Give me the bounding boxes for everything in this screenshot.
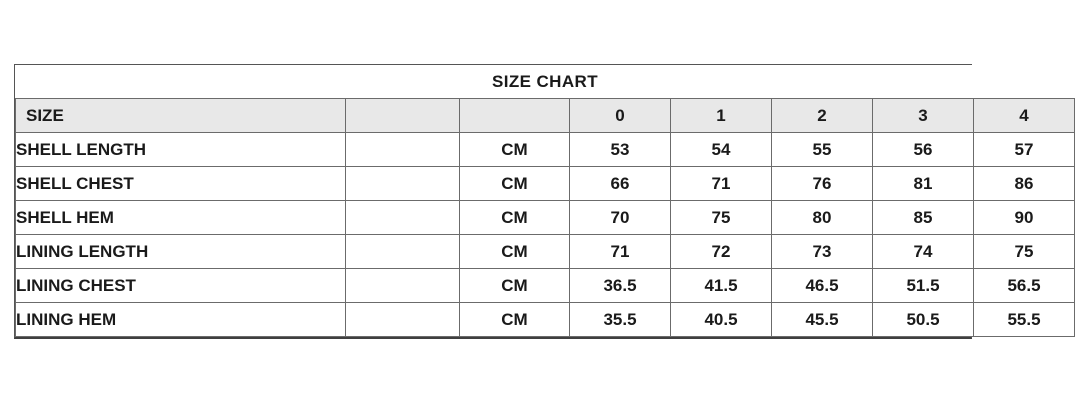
row-value: 75 (671, 201, 772, 235)
header-unit (460, 99, 570, 133)
row-label: LINING LENGTH (16, 235, 346, 269)
row-blank (346, 269, 460, 303)
row-value: 80 (772, 201, 873, 235)
row-value: 51.5 (873, 269, 974, 303)
table-row (16, 201, 1075, 235)
row-value: 81 (873, 167, 974, 201)
table-row (16, 303, 1075, 337)
size-chart-table (15, 65, 1075, 337)
row-label: LINING HEM (16, 303, 346, 337)
row-value: 41.5 (671, 269, 772, 303)
row-value: 54 (671, 133, 772, 167)
size-chart-table-container (14, 64, 1041, 339)
header-size-2: 2 (772, 99, 873, 133)
row-value: 56.5 (974, 269, 1075, 303)
row-value: 73 (772, 235, 873, 269)
row-blank (346, 133, 460, 167)
title-row (16, 65, 1075, 99)
row-blank (346, 235, 460, 269)
table-row (16, 269, 1075, 303)
row-value: 57 (974, 133, 1075, 167)
row-value: 72 (671, 235, 772, 269)
row-value: 45.5 (772, 303, 873, 337)
row-value: 35.5 (570, 303, 671, 337)
row-value: 70 (570, 201, 671, 235)
header-size-label: SIZE (16, 99, 346, 133)
table-row (16, 133, 1075, 167)
row-value: 50.5 (873, 303, 974, 337)
row-value: 40.5 (671, 303, 772, 337)
header-row (16, 99, 1075, 133)
row-value: 75 (974, 235, 1075, 269)
row-value: 36.5 (570, 269, 671, 303)
row-value: 53 (570, 133, 671, 167)
row-value: 71 (570, 235, 671, 269)
table-row (16, 235, 1075, 269)
row-blank (346, 201, 460, 235)
row-label: SHELL HEM (16, 201, 346, 235)
row-label: SHELL LENGTH (16, 133, 346, 167)
header-size-3: 3 (873, 99, 974, 133)
row-value: 55 (772, 133, 873, 167)
row-value: 85 (873, 201, 974, 235)
header-blank (346, 99, 460, 133)
header-size-0: 0 (570, 99, 671, 133)
row-value: 76 (772, 167, 873, 201)
row-value: 46.5 (772, 269, 873, 303)
row-label: SHELL CHEST (16, 167, 346, 201)
row-unit: CM (460, 269, 570, 303)
row-value: 56 (873, 133, 974, 167)
row-value: 66 (570, 167, 671, 201)
row-unit: CM (460, 303, 570, 337)
row-value: 90 (974, 201, 1075, 235)
row-value: 86 (974, 167, 1075, 201)
row-blank (346, 303, 460, 337)
row-value: 71 (671, 167, 772, 201)
row-label: LINING CHEST (16, 269, 346, 303)
page-title: SIZE CHART (16, 65, 1075, 99)
row-unit: CM (460, 235, 570, 269)
row-value: 74 (873, 235, 974, 269)
table-row (16, 167, 1075, 201)
row-blank (346, 167, 460, 201)
header-size-4: 4 (974, 99, 1075, 133)
row-unit: CM (460, 167, 570, 201)
row-unit: CM (460, 201, 570, 235)
row-value: 55.5 (974, 303, 1075, 337)
row-unit: CM (460, 133, 570, 167)
header-size-1: 1 (671, 99, 772, 133)
